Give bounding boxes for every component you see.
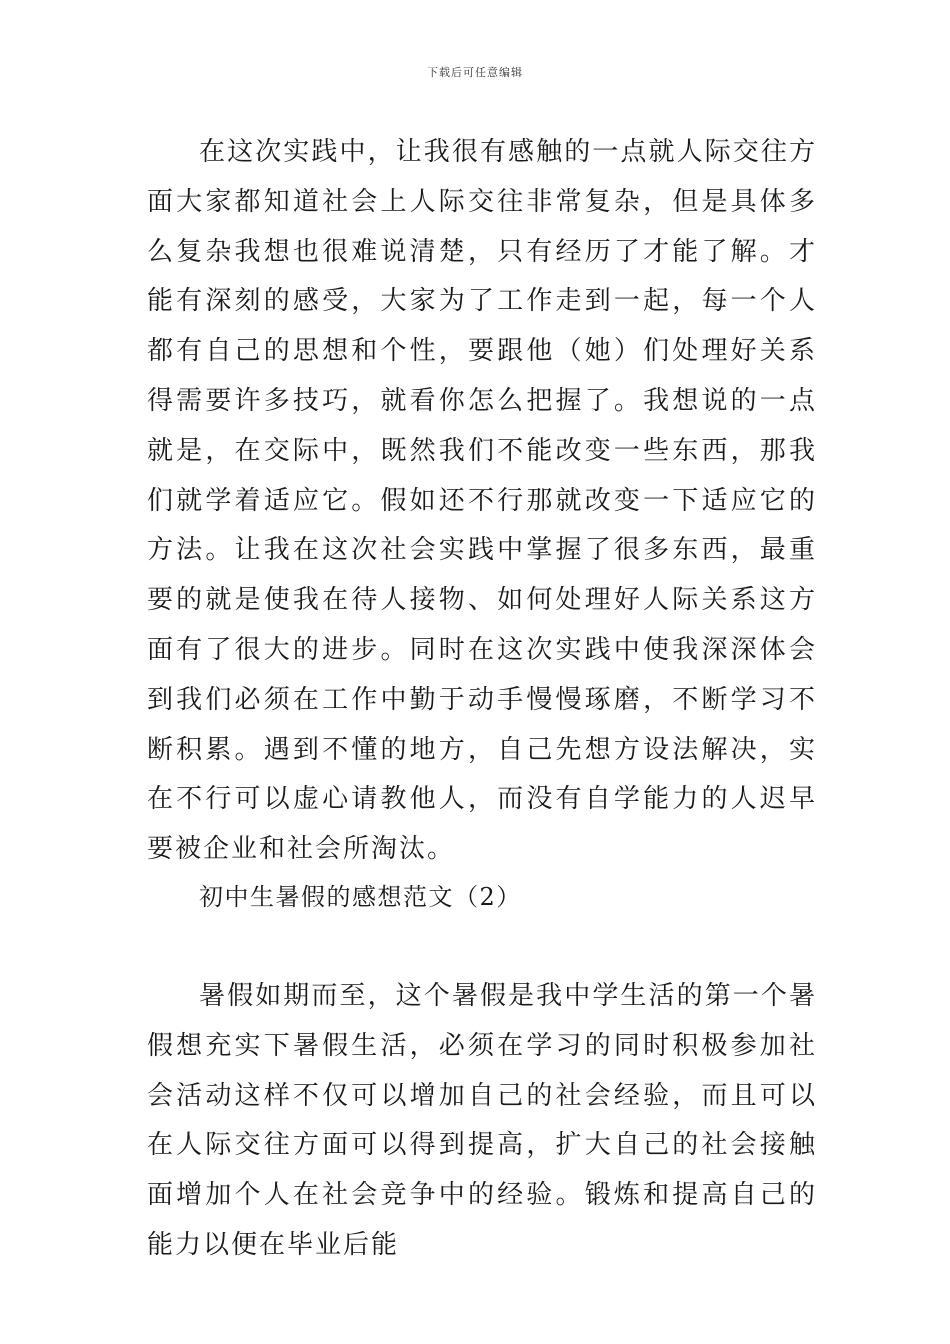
body-paragraph-1: 在这次实践中，让我很有感触的一点就人际交往方面大家都知道社会上人际交往非常复杂，但是具体多么复杂我想也很难说清楚，只有经历了才能了解。才能有深刻的感受，大家为了工作走到一起，每一个人都有自己的思想和个性，要跟他（她）们处理好关系得需要许多技巧，就看你怎么把握了。我想说的一点就是，在交际中，既然我们不能改变一些东西，那我们就学着适应它。假如还不行那就改变一下适应它的方法。让我在这次社会实践中掌握了很多东西，最重要的就是使我在待人接物、如何处理好人际关系这方面有了很大的进步。同时在这次实践中使我深深体会到我们必须在工作中勤于动手慢慢琢磨，不断学习不断积累。遇到不懂的地方，自己先想方设法解决，实在不行可以虚心请教他人，而没有自学能力的人迟早要被企业和社会所淘汰。 bbox=[147, 137, 817, 865]
body-paragraph-2: 暑假如期而至，这个暑假是我中学生活的第一个暑假想充实下暑假生活，必须在学习的同时积极参加社会活动这样不仅可以增加自己的社会经验，而且可以在人际交往方面可以得到提高，扩大自己的社会接触面增加个人在社会竞争中的经验。锻炼和提高自己的能力以便在毕业后能 bbox=[147, 981, 817, 1260]
document-body-continued bbox=[147, 972, 817, 1271]
document-body bbox=[147, 128, 817, 875]
page-header-note: 下载后可任意编辑 bbox=[427, 66, 523, 79]
section-heading: 初中生暑假的感想范文（2） bbox=[199, 883, 522, 911]
